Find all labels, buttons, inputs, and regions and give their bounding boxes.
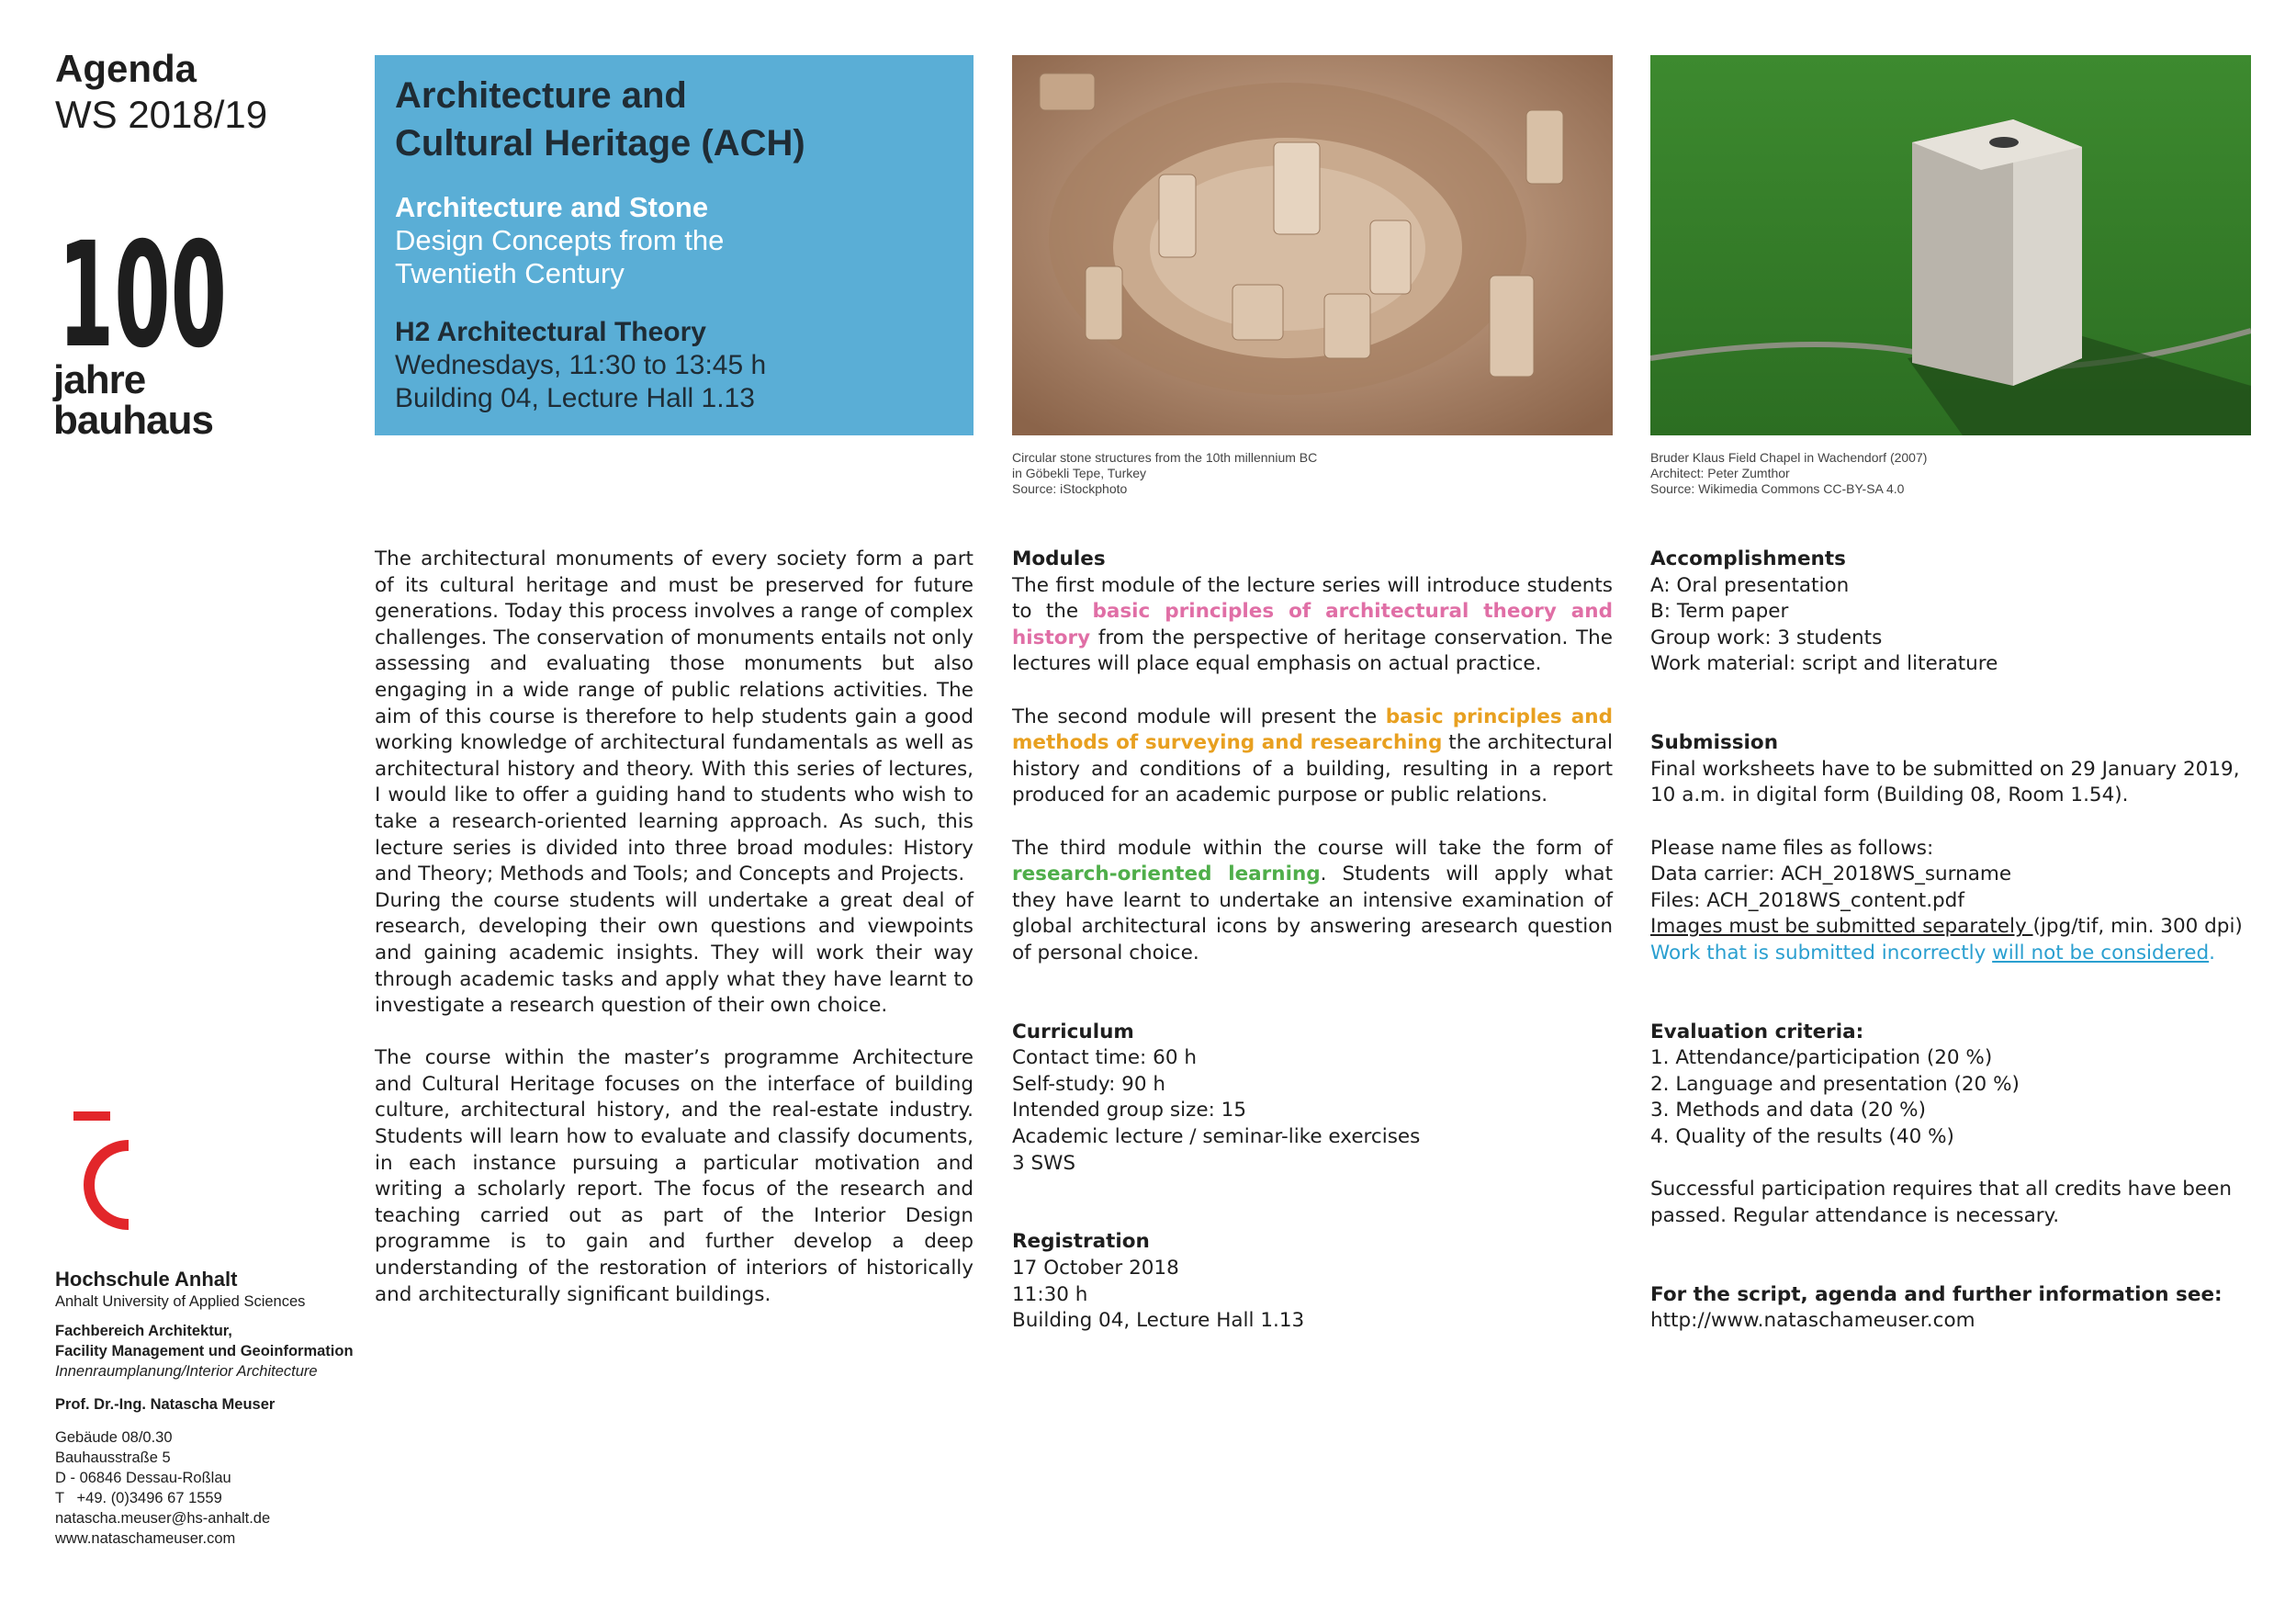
module-3-text bbox=[1012, 836, 1613, 967]
right-caption-line1: Bruder Klaus Field Chapel in Wachendorf (2007) bbox=[1650, 450, 1928, 465]
gobekli-tepe-photo bbox=[1012, 55, 1613, 435]
module-3-highlight: research-oriented learning bbox=[1012, 863, 1321, 886]
professor-name: Prof. Dr.-Ing. Natascha Meuser bbox=[55, 1396, 276, 1413]
course-location: Building 04, Lecture Hall 1.13 bbox=[395, 383, 755, 413]
module-3-pre: The third module within the course will take the form of bbox=[1012, 836, 1613, 860]
module-2-highlight: basic principles and methods of surveying and researching bbox=[1012, 705, 1613, 755]
submission-line: Final worksheets have to be submitted on 29 January 2019, bbox=[1650, 757, 2240, 781]
requirements-column bbox=[1650, 547, 2257, 1335]
logo-bauhaus: bauhaus bbox=[53, 398, 213, 443]
warning-pre: Work that is submitted incorrectly bbox=[1650, 941, 1993, 964]
hochschule-anhalt-logo bbox=[53, 1107, 136, 1235]
accomplishment-item: A: Oral presentation bbox=[1650, 573, 1850, 597]
stone-ruins-image bbox=[1012, 55, 1613, 435]
left-photo-caption bbox=[1012, 450, 1613, 497]
registration-item: 11:30 h bbox=[1012, 1282, 1088, 1306]
intro-paragraph-1: The architectural monuments of every society form a part of its cultural heritage and must be preserved for future generations. Today this process involves a range of complex challenges. The conservation of monuments entails not only assessing and evaluating those monuments but also engaging in a wide range of public relations activities. The aim of this course is therefore to help students gain a good working knowledge of architectural fundamentals as well as architectural history and theory. With this series of lectures, I would like to offer a guiding hand to students who wish to take a research-oriented learning approach. As such, this lecture series is divided into three broad modules: History and Theory; Methods and Tools; and Concepts and Projects. bbox=[375, 547, 974, 886]
semester-label: WS 2018/19 bbox=[55, 93, 268, 136]
bauhaus-100-logo bbox=[55, 230, 230, 358]
module-3-post: . Students will apply what they have learnt to undertake an intensive examination of global architectural icons by answering aresearch question of personal choice. bbox=[1012, 863, 1614, 964]
modules-column bbox=[1012, 547, 1613, 1335]
logo-number: 100 bbox=[58, 230, 227, 358]
left-caption-line1: Circular stone structures from the 10th millennium BC bbox=[1012, 450, 1318, 465]
intro-paragraph-3: The course within the master’s programme Architecture and Cultural Heritage focuses on the interface of building culture, architectural history, and the real-estate industry. Students will learn how to evaluate and classify documents, in each instance pursuing a particular motivation and writing a scholarly report. The focus of the research and teaching carried out as part of the Interior Design programme is to gain and further develop a deep understanding of the restoration of interiors of historically and architecturally significant buildings. bbox=[375, 1046, 974, 1306]
left-caption-line2: in Göbekli Tepe, Turkey bbox=[1012, 466, 1147, 480]
naming-data-carrier: Data carrier: ACH_2018WS_surname bbox=[1650, 863, 2012, 886]
naming-files: Files: ACH_2018WS_content.pdf bbox=[1650, 888, 1964, 912]
module-2-pre: The second module will present the bbox=[1012, 705, 1386, 728]
registration-item: Building 04, Lecture Hall 1.13 bbox=[1012, 1309, 1305, 1333]
course-subtitle-line2: Design Concepts from the bbox=[395, 224, 725, 256]
course-time: Wednesdays, 11:30 to 13:45 h bbox=[395, 350, 767, 380]
curriculum-item: Self-study: 90 h bbox=[1012, 1072, 1165, 1096]
course-info-box bbox=[375, 55, 974, 435]
registration-heading: Registration bbox=[1012, 1230, 1150, 1254]
module-code: H2 Architectural Theory bbox=[395, 317, 706, 347]
module-2-post: the architectural history and conditions of a building, resulting in a report produced for an academic purpose or public relations. bbox=[1012, 731, 1613, 807]
evaluation-item: 3. Methods and data (20 %) bbox=[1650, 1099, 1926, 1122]
evaluation-note: Successful participation requires that all credits have been passed. Regular attendance is necessary. bbox=[1650, 1178, 2232, 1227]
department-line2: Facility Management und Geoinformation bbox=[55, 1343, 354, 1359]
accomplishment-item: Work material: script and literature bbox=[1650, 652, 1998, 676]
modules-heading: Modules bbox=[1012, 547, 1106, 570]
naming-intro: Please name files as follows: bbox=[1650, 836, 1934, 860]
course-title-line2: Cultural Heritage (ACH) bbox=[395, 123, 805, 164]
bauhaus-logo-text bbox=[53, 357, 213, 443]
curriculum-heading: Curriculum bbox=[1012, 1020, 1134, 1043]
hs-anhalt-icon bbox=[53, 1107, 136, 1235]
accomplishments-heading: Accomplishments bbox=[1650, 547, 1846, 570]
address-line: Bauhausstraße 5 bbox=[55, 1449, 171, 1466]
module-1-post: from the perspective of heritage conservation. The lectures will place equal emphasis on actual practice. bbox=[1012, 626, 1613, 676]
warning-underlined: will not be considered bbox=[1992, 941, 2210, 964]
right-caption-line2: Architect: Peter Zumthor bbox=[1650, 466, 1790, 480]
evaluation-item: 1. Attendance/participation (20 %) bbox=[1650, 1046, 1993, 1070]
institution-name: Hochschule Anhalt bbox=[55, 1268, 238, 1291]
course-subtitle-line3: Twentieth Century bbox=[395, 257, 625, 289]
bruder-klaus-chapel-photo bbox=[1650, 55, 2251, 435]
submission-heading: Submission bbox=[1650, 731, 1778, 755]
logo-jahre: jahre bbox=[53, 357, 146, 402]
institution-info bbox=[55, 1268, 367, 1549]
course-title bbox=[395, 72, 953, 167]
curriculum-item: 3 SWS bbox=[1012, 1151, 1076, 1175]
warning-post: . bbox=[2209, 941, 2215, 964]
institution-name-en: Anhalt University of Applied Sciences bbox=[55, 1293, 306, 1310]
module-2-text bbox=[1012, 705, 1613, 809]
evaluation-item: 4. Quality of the results (40 %) bbox=[1650, 1125, 1954, 1149]
department-line1: Fachbereich Architektur, bbox=[55, 1323, 232, 1339]
curriculum-item: Intended group size: 15 bbox=[1012, 1099, 1247, 1122]
info-heading: For the script, agenda and further information see: bbox=[1650, 1282, 2223, 1306]
course-title-line1: Architecture and bbox=[395, 75, 687, 116]
bauhaus-100-icon bbox=[55, 230, 230, 358]
right-photo-caption bbox=[1650, 450, 2251, 497]
module-1-text bbox=[1012, 573, 1613, 678]
intro-paragraph-2: During the course students will undertake a great deal of research, developing their own questions and viewpoints and gaining academic insights. They will work their way through academic tasks and apply what they have learnt to investigate a research question of their own choice. bbox=[375, 888, 974, 1018]
accomplishment-item: Group work: 3 students bbox=[1650, 626, 1883, 649]
header-agenda bbox=[55, 46, 267, 138]
email-link[interactable]: natascha.meuser@hs-anhalt.de bbox=[55, 1510, 271, 1527]
submission-warning bbox=[1650, 941, 2257, 967]
images-requirement bbox=[1650, 914, 2257, 941]
accomplishment-item: B: Term paper bbox=[1650, 600, 1789, 624]
program-name: Innenraumplanung/Interior Architecture bbox=[55, 1363, 318, 1380]
info-url[interactable]: http://www.nataschameuser.com bbox=[1650, 1309, 1975, 1333]
address-line: D - 06846 Dessau-Roßlau bbox=[55, 1470, 231, 1486]
right-caption-line3: Source: Wikimedia Commons CC-BY-SA 4.0 bbox=[1650, 481, 1905, 496]
curriculum-item: Academic lecture / seminar-like exercises bbox=[1012, 1125, 1421, 1149]
intro-column bbox=[375, 547, 974, 1308]
module-1-highlight: basic principles of architectural theory and history bbox=[1012, 600, 1613, 649]
curriculum-item: Contact time: 60 h bbox=[1012, 1046, 1197, 1070]
evaluation-item: 2. Language and presentation (20 %) bbox=[1650, 1072, 2020, 1096]
address-line: Gebäude 08/0.30 bbox=[55, 1429, 173, 1446]
images-requirement-underlined: Images must be submitted separately bbox=[1650, 915, 2033, 939]
website-link[interactable]: www.nataschameuser.com bbox=[55, 1530, 236, 1547]
course-subtitle: Architecture and Stone bbox=[395, 191, 709, 223]
registration-item: 17 October 2018 bbox=[1012, 1257, 1179, 1280]
module-1-pre: The first module of the lecture series will introduce students to the bbox=[1012, 573, 1613, 624]
left-caption-line3: Source: iStockphoto bbox=[1012, 481, 1128, 496]
agenda-title: Agenda bbox=[55, 47, 197, 90]
chapel-image bbox=[1650, 55, 2251, 435]
phone-number: T +49. (0)3496 67 1559 bbox=[55, 1490, 222, 1506]
evaluation-heading: Evaluation criteria: bbox=[1650, 1020, 1864, 1043]
images-requirement-rest: (jpg/tif, min. 300 dpi) bbox=[2032, 915, 2243, 939]
submission-line: 10 a.m. in digital form (Building 08, Room 1.54). bbox=[1650, 784, 2129, 807]
